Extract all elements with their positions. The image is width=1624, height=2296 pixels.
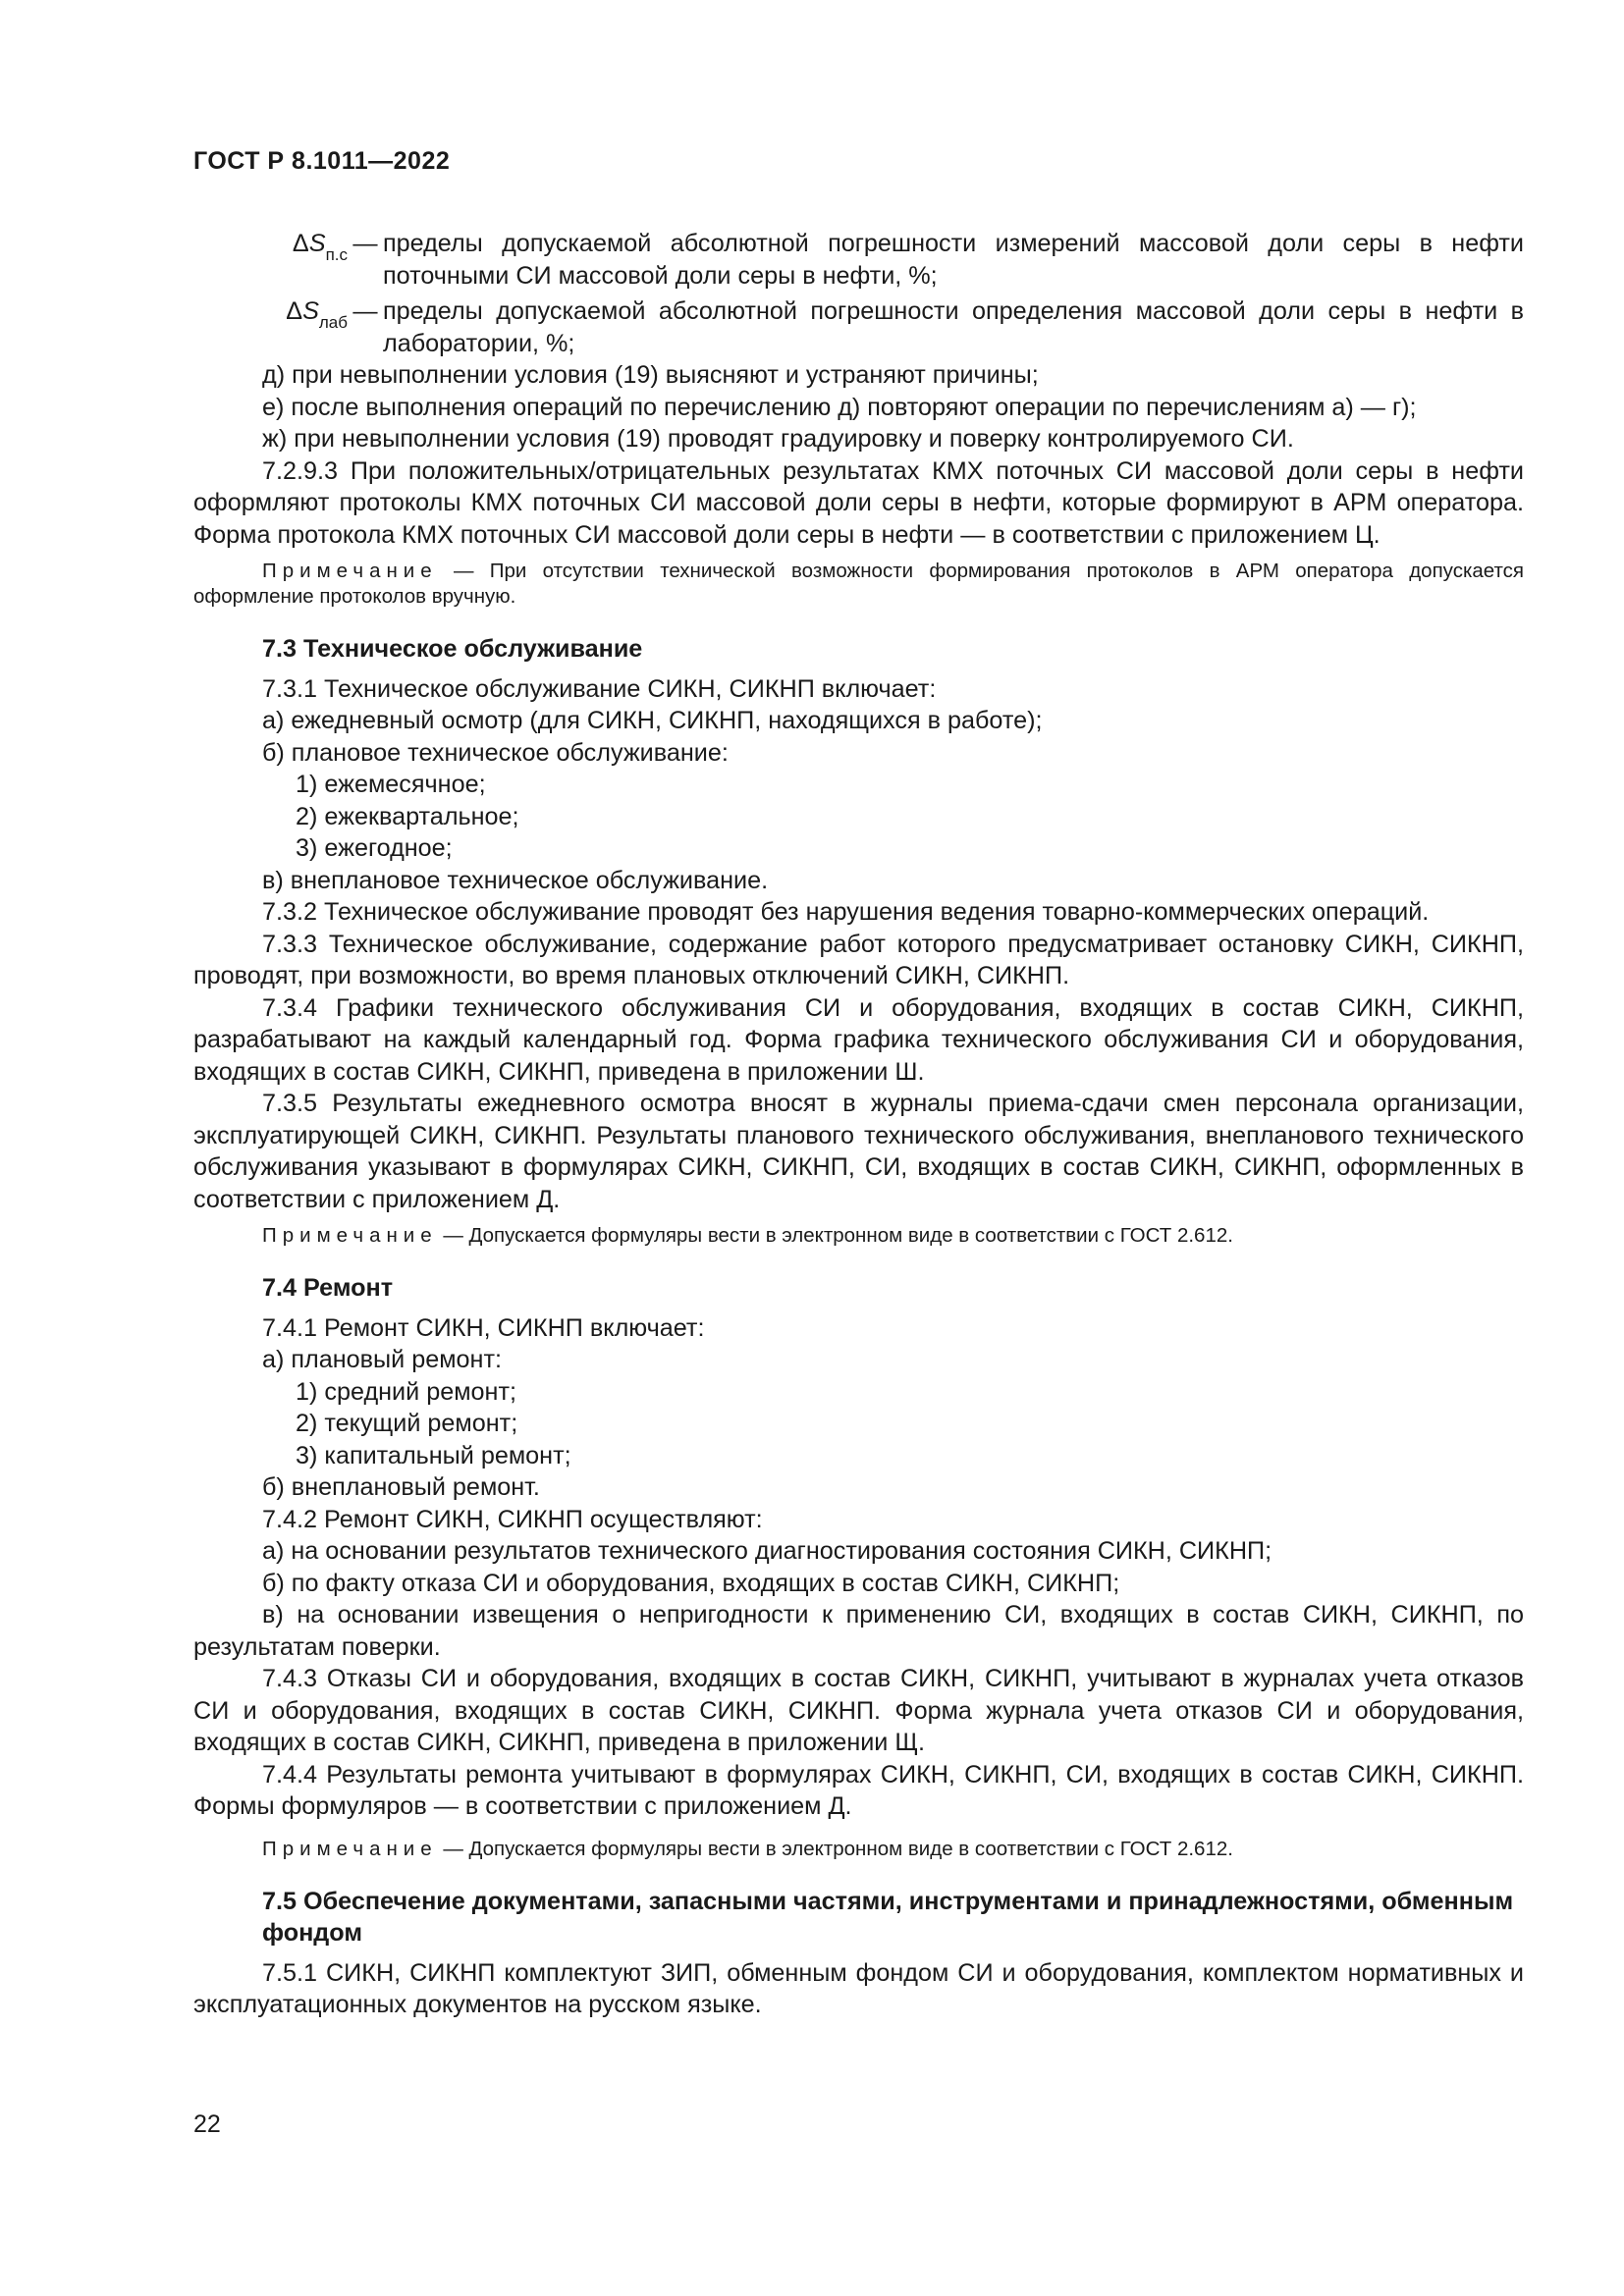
definition-text: пределы допускаемой абсолютной погрешности определения массовой доли серы в нефти в лаборатории, %;	[383, 297, 1524, 357]
paragraph: 7.4.1 Ремонт СИКН, СИКНП включает:	[262, 1313, 705, 1342]
sub-list-item: 1) средний ремонт;	[296, 1377, 516, 1406]
section-heading-7-5: 7.5 Обеспечение документами, запасными частями, инструментами и принадлежностями, обменным фондом	[262, 1887, 1514, 1947]
paragraph: 7.3.1 Техническое обслуживание СИКН, СИКНП включает:	[262, 674, 937, 703]
list-item: е) после выполнения операций по перечислению д) повторяют операции по перечислениям а) — г);	[262, 393, 1417, 421]
paragraph: 7.3.3 Техническое обслуживание, содержание работ которого предусматривает остановку СИКН, СИКНП, проводят, при возможности, во время плановых отключений СИКН, СИКНП.	[193, 930, 1524, 989]
definition-symbol: $\Delta S_{п.с}$	[292, 230, 348, 264]
definition-text: пределы допускаемой абсолютной погрешности измерений массовой доли серы в нефти поточными СИ массовой доли серы в нефти, %;	[383, 230, 1524, 290]
list-item: а) на основании результатов технического диагностирования состояния СИКН, СИКНП;	[262, 1537, 1272, 1565]
page-number: 22	[193, 2110, 221, 2138]
note: Примечание — Допускается формуляры вести в электронном виде в соответствии с ГОСТ 2.612.	[262, 1837, 1233, 1860]
list-item: в) внеплановое техническое обслуживание.	[262, 866, 769, 894]
sub-list-item: 1) ежемесячное;	[296, 771, 486, 798]
paragraph: 7.3.4 Графики технического обслуживания СИ и оборудования, входящих в состав СИКН, СИКНП, разрабатывают на каждый календарный год. Форма графика технического обслуживания СИ и оборудования, входящих в состав СИКН, СИКНП, приведена в приложении Ш.	[193, 993, 1524, 1086]
sub-list-item: 2) ежеквартальное;	[296, 802, 519, 830]
sub-list-item: 3) ежегодное;	[296, 834, 453, 862]
section-heading-7-4: 7.4 Ремонт	[262, 1274, 394, 1302]
list-item: д) при невыполнении условия (19) выясняют и устраняют причины;	[262, 361, 1039, 389]
paragraph: 7.4.4 Результаты ремонта учитывают в формулярах СИКН, СИКНП, СИ, входящих в состав СИКН, СИКНП. Формы формуляров — в соответствии с приложением Д.	[193, 1760, 1524, 1820]
list-item: ж) при невыполнении условия (19) проводят градуировку и поверку контролируемого СИ.	[262, 425, 1294, 453]
definition-row: $\Delta S_{лаб}$ — пределы допускаемой абсолютной погрешности определения массовой доли серы в нефти в лаборатории, %;	[193, 295, 1524, 359]
paragraph-7-2-9-3: 7.2.9.3 При положительных/отрицательных результатах КМХ поточных СИ массовой доли серы в нефти оформляют протоколы КМХ поточных СИ массовой доли серы в нефти, которые формируют в АРМ оператора. Форма протокола КМХ поточных СИ массовой доли серы в нефти — в соответствии с приложением Ц.	[193, 456, 1524, 549]
paragraph: 7.4.3 Отказы СИ и оборудования, входящих в состав СИКН, СИКНП, учитывают в журналах учета отказов СИ и оборудования, входящих в состав СИКН, СИКНП. Форма журнала учета отказов СИ и оборудования, входящих в состав СИКН, СИКНП, приведена в приложении Щ.	[193, 1665, 1524, 1756]
paragraph: 7.5.1 СИКН, СИКНП комплектуют ЗИП, обменным фондом СИ и оборудования, комплектом нормативных и эксплуатационных документов на русском языке.	[193, 1958, 1524, 2018]
list-item: б) внеплановый ремонт.	[262, 1473, 540, 1501]
sub-list-item: 3) капитальный ремонт;	[296, 1441, 571, 1469]
list-item: а) плановый ремонт:	[262, 1346, 502, 1373]
list-item: а) ежедневный осмотр (для СИКН, СИКНП, находящихся в работе);	[262, 707, 1043, 734]
document-header: ГОСТ Р 8.1011—2022	[193, 147, 451, 175]
list-item: в) на основании извещения о непригодности к применению СИ, входящих в состав СИКН, СИКНП, по результатам поверки.	[193, 1601, 1524, 1661]
note: Примечание — При отсутствии технической возможности формирования протоколов в АРМ оператора допускается оформление протоколов вручную.	[193, 560, 1524, 608]
list-item: б) по факту отказа СИ и оборудования, входящих в состав СИКН, СИКНП;	[262, 1569, 1120, 1597]
definition-row: $\Delta S_{п.с}$ — пределы допускаемой абсолютной погрешности измерений массовой доли серы в нефти поточными СИ массовой доли серы в нефти, %;	[193, 228, 1524, 292]
note: Примечание — Допускается формуляры вести в электронном виде в соответствии с ГОСТ 2.612.	[262, 1224, 1233, 1247]
list-item: б) плановое техническое обслуживание:	[262, 738, 729, 767]
definition-symbol: $\Delta S_{лаб}$	[286, 297, 348, 332]
paragraph: 7.4.2 Ремонт СИКН, СИКНП осуществляют:	[262, 1505, 763, 1533]
sub-list-item: 2) текущий ремонт;	[296, 1410, 518, 1437]
paragraph: 7.3.2 Техническое обслуживание проводят без нарушения ведения товарно-коммерческих операций.	[262, 898, 1430, 926]
document-body	[193, 228, 1524, 2021]
paragraph: 7.3.5 Результаты ежедневного осмотра вносят в журналы приема-сдачи смен персонала организации, эксплуатирующей СИКН, СИКНП. Результаты планового технического обслуживания, внепланового технического обслуживания указывают в формулярах СИКН, СИКНП, СИ, входящих в состав СИКН, СИКНП, оформленных в соответствии с приложением Д.	[193, 1090, 1524, 1213]
section-heading-7-3: 7.3 Техническое обслуживание	[262, 635, 643, 663]
